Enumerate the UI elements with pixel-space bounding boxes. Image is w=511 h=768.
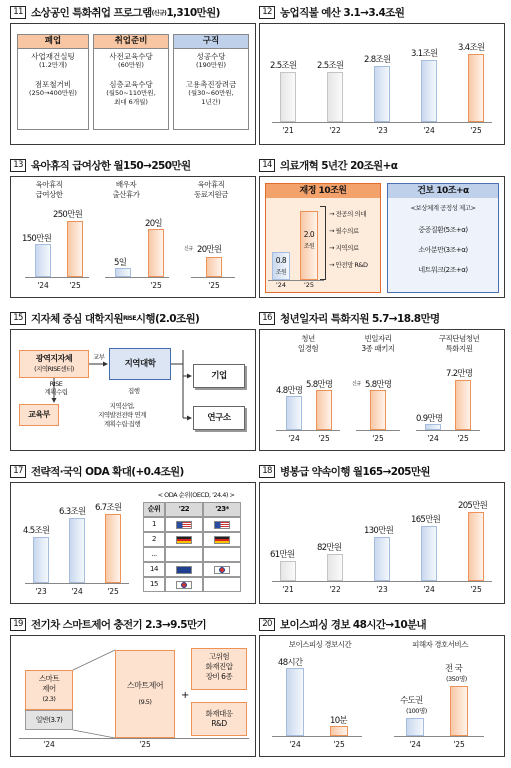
year-label: '25 (453, 740, 465, 749)
subheading: <보상체계 공정성 제고> (410, 204, 476, 212)
value-label: 205만원 (458, 501, 488, 511)
country-flag-icon (214, 521, 230, 529)
plus-sign: + (181, 690, 189, 701)
year-label: '25 (333, 740, 345, 749)
group-head: 육아휴직 (35, 180, 63, 189)
panel-title (259, 308, 440, 328)
item-value: (월30~60만원, (188, 89, 234, 97)
title-amount: 1,310만원) (166, 6, 220, 19)
group-head: 빈일자리 (364, 334, 392, 343)
axis-line (272, 736, 362, 737)
bar-y25 (105, 514, 121, 583)
value-label: 5일 (114, 258, 127, 268)
value-label: 2.0 (303, 230, 315, 239)
table-header: '22 (165, 502, 203, 517)
panel-title (259, 614, 426, 634)
year-label: '24 (423, 585, 435, 594)
panel-body (10, 635, 256, 757)
bar-2024 (286, 396, 302, 430)
local-gov-box (19, 350, 89, 378)
value-label: 4.5조원 (23, 526, 50, 536)
item-value: (1.2만개) (39, 61, 67, 69)
bar-y21 (280, 72, 296, 122)
group-head: 특화지원 (445, 344, 473, 353)
year-label: '25 (457, 434, 469, 443)
country-flag-icon (214, 566, 230, 574)
year-label: '25 (470, 126, 482, 135)
year-label: '25 (107, 587, 119, 596)
year-label: '25 (208, 281, 220, 290)
axis-line (105, 277, 169, 278)
item-number: 11 (10, 6, 26, 19)
year-label: '24 (288, 434, 300, 443)
table-caption: < ODA 순위(OECD, '24.4) > (157, 491, 235, 499)
group-head: 배우자 (115, 180, 137, 189)
bar-y24 (421, 526, 437, 581)
item-number: 18 (259, 465, 275, 478)
item-label: 심층교육수당 (109, 80, 153, 89)
fire-equipment-box (191, 648, 247, 690)
axis-line (356, 430, 400, 431)
value-label: 3.4조원 (458, 43, 485, 53)
year-label: '21 (282, 126, 294, 135)
group-head: 일경험 (297, 344, 319, 353)
value-label: 0.9만명 (416, 414, 443, 424)
title-text: 의료개혁 5년간 20조원+α (280, 159, 398, 172)
chart-oda (11, 483, 141, 605)
flag-cell (203, 532, 241, 547)
bar-2024 (406, 718, 424, 736)
group-head: 동료지원금 (194, 190, 228, 199)
box-label: 화재대응 (205, 709, 233, 718)
country-flag-icon (176, 566, 192, 574)
box-value: (9.5) (138, 698, 152, 706)
flag-cell (203, 517, 241, 532)
country-flag-icon (176, 581, 192, 589)
axis-line (394, 736, 484, 737)
item-value: (월50~110만원, (106, 89, 156, 97)
bar-y25 (468, 54, 484, 122)
item-label: 사전교육수당 (109, 52, 153, 61)
group-head: 출산휴가 (112, 190, 140, 199)
axis-line (272, 581, 492, 582)
box-label: 제어 (42, 684, 56, 693)
unit-label: 조원 (275, 269, 287, 276)
value-label: 20일 (145, 219, 162, 229)
item-number: 17 (10, 465, 26, 478)
box-label: 스마트제어 (126, 681, 164, 690)
panel-body (259, 635, 505, 757)
smart-2025-box (115, 650, 175, 738)
bar-y23 (33, 537, 49, 583)
flag-cell (165, 577, 203, 592)
title-text: 전기차 스마트제어 충전기 2.3→9.5만기 (31, 618, 207, 631)
panel-title (259, 2, 404, 22)
general-2024-box: 일반(3.7) (25, 710, 73, 730)
company-box: 기업 (193, 364, 245, 388)
value-label: 82만원 (317, 543, 342, 553)
value-label: 2.5조원 (317, 61, 344, 71)
bar-y23 (374, 537, 390, 581)
bar-2024 (35, 244, 51, 277)
item-number: 19 (10, 618, 26, 631)
rank-cell: ... (143, 547, 165, 562)
rank-cell: 14 (143, 562, 165, 577)
item-number: 14 (259, 159, 275, 172)
item-label: 성공수당 (196, 52, 226, 61)
title-text: 청년일자리 특화지원 5.7→18.8만명 (280, 312, 440, 325)
year-label: '23 (376, 126, 388, 135)
value-label: 수도권 (400, 696, 423, 706)
item-value: (250→400만원) (29, 89, 77, 97)
title-text: 전략적·국익 ODA 확대(+0.4조원) (31, 465, 184, 478)
panel-17 (10, 461, 256, 605)
item-number: 13 (10, 159, 26, 172)
value-label: 10분 (330, 716, 347, 726)
group-head: 급여상한 (35, 190, 63, 199)
bracket (320, 206, 326, 280)
value-label: 20만원 (197, 245, 222, 255)
category-head: 구직 (174, 35, 248, 49)
group-head: 보이스피싱 경보시간 (288, 640, 352, 649)
year-label: '23 (376, 585, 388, 594)
panel-18 (259, 461, 505, 605)
year-label: '23 (35, 587, 47, 596)
box-label: 장비 6종 (205, 672, 233, 681)
item-label: 고용촉진장려금 (185, 80, 237, 89)
flow-label: 집행 (128, 387, 140, 395)
item-value: (190만원) (195, 61, 227, 69)
new-mark: 신규 (184, 246, 193, 252)
item-label: 네트워크(2조+α) (418, 266, 468, 274)
insurance-box (387, 183, 499, 293)
oda-rank-table (143, 502, 243, 592)
box-label: R&D (211, 719, 227, 728)
flow-label: 계획수립 (44, 388, 68, 396)
value-label: 48시간 (278, 658, 303, 668)
bar-2024 (115, 268, 131, 277)
year-label: '24 (409, 740, 421, 749)
title-text: 농업직불 예산 3.1→3.4조원 (280, 6, 405, 19)
year-label: '25 (139, 740, 151, 749)
axis-line (25, 277, 89, 278)
flag-cell (203, 547, 241, 562)
item-number: 12 (259, 6, 275, 19)
box-label: 스마트 (38, 674, 60, 683)
bar-2025 (330, 726, 348, 736)
panel-body (259, 176, 505, 298)
item-value: 최대 6개월) (114, 98, 148, 106)
bar-y23 (374, 66, 390, 122)
country-flag-icon (214, 536, 230, 544)
flag-cell (165, 547, 203, 562)
item-label: 중증질환(5조+α) (418, 226, 468, 234)
bar-2025 (206, 257, 222, 277)
value-label: 2.8조원 (364, 55, 391, 65)
value-label: 2.5조원 (270, 61, 297, 71)
title-text: 병봉급 약속이행 월165→205만원 (280, 465, 430, 478)
bar-2025 (370, 390, 386, 430)
year-label: '24 (427, 434, 439, 443)
bar-2025 (148, 229, 164, 277)
value-label: 250만원 (53, 210, 83, 220)
value-label: 6.7조원 (95, 503, 122, 513)
value-label: 3.1조원 (411, 49, 438, 59)
table-header: 순위 (143, 502, 165, 517)
new-mark: (신규) (151, 9, 167, 17)
year-label: '21 (282, 585, 294, 594)
panel-15 (10, 308, 256, 452)
year-label: '24 (71, 587, 83, 596)
panel-title (10, 2, 220, 22)
item-label: → 전공의 의대 (329, 210, 366, 218)
item-number: 15 (10, 312, 26, 325)
rank-cell: 15 (143, 577, 165, 592)
category-job-prep (93, 34, 169, 130)
local-gov-sub: (지역RISE센터) (34, 365, 74, 373)
year-label: '22 (329, 585, 341, 594)
country-flag-icon (176, 521, 192, 529)
year-label: '25 (303, 281, 315, 289)
value-label: 6.3조원 (59, 507, 86, 517)
panel-20 (259, 614, 505, 758)
title-text: 보이스피싱 경보 48시간→10분내 (280, 618, 427, 631)
bar-y21 (280, 561, 296, 581)
local-gov-label: 광역지자체 (35, 354, 73, 363)
bar-2025 (455, 380, 471, 430)
year-label: '25 (150, 281, 162, 290)
box-label: 화재진압 (205, 662, 233, 671)
title-amount: 시행(2.0조원) (135, 312, 200, 325)
title-text: 육아휴직 급여상한 월150→250만원 (31, 159, 191, 172)
item-label: → 안전망 R&D (329, 261, 368, 269)
value-label: 165만원 (411, 515, 441, 525)
year-label: '25 (69, 281, 81, 290)
table-header: '23* (203, 502, 241, 517)
value-label: 전 국 (445, 664, 463, 674)
chart-soldier-pay (259, 482, 505, 604)
panel-title (10, 155, 191, 175)
edu-ministry-box: 교육부 (19, 404, 59, 426)
year-label: '24 (43, 740, 55, 749)
bar-2024 (286, 668, 304, 736)
value-label: 5.8만명 (365, 380, 392, 390)
univ-box: 지역대학 (109, 348, 171, 380)
flag-cell (203, 562, 241, 577)
flag-cell (165, 517, 203, 532)
item-value: (60만원) (118, 61, 144, 69)
value-label: 0.8 (275, 256, 287, 265)
flag-cell (203, 577, 241, 592)
panel-body (10, 176, 256, 298)
year-label: '24 (289, 740, 301, 749)
insurance-head: 건보 10조+α (388, 184, 498, 198)
bar-y24 (421, 60, 437, 122)
bar-2025 (450, 686, 468, 736)
axis-line (25, 583, 129, 584)
value-sub: (350명) (446, 675, 467, 683)
group-head: 청년 (301, 334, 315, 343)
category-head: 폐업 (18, 35, 88, 49)
new-mark: 신규 (352, 381, 361, 387)
rank-cell: 1 (143, 517, 165, 532)
value-label: 150만원 (22, 234, 52, 244)
panel-13 (10, 155, 256, 299)
finance-head: 재정 10조원 (266, 184, 380, 198)
year-label: '25 (318, 434, 330, 443)
bar-2025 (316, 390, 332, 430)
panel-title (259, 155, 397, 175)
value-label: 5.8만명 (306, 380, 333, 390)
panel-body (10, 329, 256, 451)
panel-body (259, 329, 505, 451)
institute-box: 연구소 (193, 406, 245, 430)
category-head: 취업준비 (94, 35, 168, 49)
panel-19 (10, 614, 256, 758)
panel-title (10, 614, 206, 634)
flow-label: 지역산업, (109, 402, 135, 410)
rank-cell: 2 (143, 532, 165, 547)
panel-11 (10, 2, 256, 146)
item-label: 사업재건실팅 (31, 52, 75, 61)
year-label: '24 (275, 281, 287, 289)
value-sub: (100명) (406, 707, 427, 715)
item-label: 소아분만(3조+α) (418, 246, 468, 254)
rise-mark: RISE (123, 314, 136, 322)
value-label: 130만원 (364, 526, 394, 536)
item-label: → 필수의료 (329, 227, 359, 235)
axis-line (276, 430, 340, 431)
panel-16 (259, 308, 505, 452)
group-head: 육아휴직 (197, 180, 225, 189)
flag-cell (165, 532, 203, 547)
panel-12 (259, 2, 505, 146)
country-flag-icon (176, 536, 192, 544)
category-job-search (173, 34, 249, 130)
flag-cell (165, 562, 203, 577)
box-label: 고위험 (208, 652, 230, 661)
panel-title (10, 461, 184, 481)
panel-title (10, 308, 199, 328)
unit-label: 조원 (303, 243, 315, 250)
bar-2025 (67, 221, 83, 277)
group-head: 피해자 경호서비스 (412, 640, 468, 649)
flow-label: 계획수립·집행 (103, 420, 141, 428)
smart-2024-box (25, 670, 73, 710)
value-label: 61만원 (270, 550, 295, 560)
category-closure (17, 34, 89, 130)
item-value: 1년간) (201, 98, 221, 106)
year-label: '24 (423, 126, 435, 135)
year-label: '25 (470, 585, 482, 594)
panel-title (259, 461, 430, 481)
bar-y22 (327, 554, 343, 581)
title-text: 지자체 중심 대학지원 (31, 312, 123, 325)
flow-label: 지역발전전략 연계 (98, 411, 146, 419)
axis-line (19, 738, 249, 739)
item-number: 20 (259, 618, 275, 631)
panel-body (10, 23, 256, 145)
value-label: 7.2만명 (446, 369, 473, 379)
value-label: 4.8만명 (276, 386, 303, 396)
panel-14 (259, 155, 505, 299)
chart-agri (259, 23, 505, 145)
item-label: → 지역의료 (329, 244, 359, 252)
panel-body (10, 482, 256, 604)
year-label: '25 (372, 434, 384, 443)
group-head: 3종 패키지 (361, 344, 395, 353)
fire-rd-box (191, 702, 247, 736)
item-label: 점포철거비 (34, 80, 72, 89)
bar-y22 (327, 72, 343, 122)
group-head: 구직단념청년 (438, 334, 480, 343)
title-text: 소상공인 특화취업 프로그램 (31, 6, 152, 19)
year-label: '22 (329, 126, 341, 135)
bar-y25 (468, 512, 484, 581)
year-label: '24 (37, 281, 49, 290)
axis-line (416, 430, 480, 431)
item-number: 16 (259, 312, 275, 325)
box-value: (2.3) (42, 695, 56, 703)
axis-line (272, 122, 492, 123)
flow-label: 교부 (93, 353, 105, 361)
flow-label: RISE (49, 380, 63, 388)
axis-line (191, 277, 235, 278)
bar-y24 (69, 518, 85, 583)
